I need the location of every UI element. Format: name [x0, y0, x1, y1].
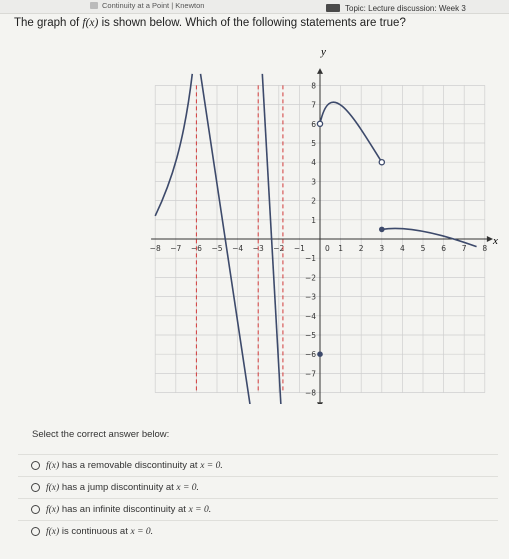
radio-button[interactable] — [31, 527, 40, 536]
y-tick-label: −6 — [304, 350, 316, 360]
radio-button[interactable] — [31, 461, 40, 470]
x-tick-label: 5 — [420, 244, 426, 253]
y-tick-label: 6 — [311, 119, 316, 129]
option-condition: x = 0. — [200, 461, 223, 471]
option-condition: x = 0. — [188, 505, 212, 515]
option-label — [46, 526, 153, 537]
option-condition: x = 0. — [130, 527, 153, 537]
y-tick-label: 8 — [311, 81, 316, 91]
option-text: has a removable discontinuity at — [59, 460, 201, 471]
x-tick-label: 7 — [461, 244, 467, 253]
option-condition: x = 0. — [176, 483, 199, 493]
x-tick-label: −4 — [232, 244, 244, 253]
browser-tab-bar — [0, 0, 509, 14]
closed-circle-point — [379, 227, 385, 233]
answer-option[interactable] — [18, 476, 498, 497]
y-tick-label: −3 — [304, 292, 316, 302]
option-function: f(x) — [46, 483, 60, 493]
option-text: is continuous at — [59, 526, 131, 537]
question-text: The graph of f(x) is shown below. Which of the following statements are true? — [14, 17, 406, 29]
x-tick-label: −8 — [150, 244, 161, 253]
curve-right-arc — [320, 102, 382, 162]
x-axis-label: x — [493, 235, 498, 247]
y-axis-label: y — [321, 46, 326, 58]
curve-far-left — [155, 74, 192, 216]
y-tick-label: −5 — [304, 331, 316, 340]
tab-right-title: Topic: Lecture discussion: Week 3 — [345, 4, 466, 13]
x-tick-label: −3 — [252, 244, 264, 253]
x-tick-label: 2 — [358, 244, 364, 253]
y-tick-label: −7 — [304, 369, 316, 379]
option-label — [46, 460, 223, 471]
option-label — [46, 504, 211, 515]
answer-prompt: Select the correct answer below: — [32, 429, 170, 440]
x-tick-label: 6 — [441, 244, 446, 253]
open-circle-point — [317, 121, 322, 126]
option-text: has a jump discontinuity at — [59, 482, 177, 493]
option-function: f(x) — [46, 461, 60, 471]
tab-lecture-discussion[interactable] — [326, 4, 466, 13]
radio-button[interactable] — [31, 505, 40, 514]
y-axis-arrow-up — [317, 68, 323, 74]
origin-label: 0 — [325, 244, 330, 253]
y-tick-label: −8 — [304, 388, 316, 398]
closed-circle-point — [317, 351, 323, 357]
y-tick-label: −4 — [304, 311, 316, 321]
page-icon — [90, 2, 98, 9]
x-tick-label: 3 — [379, 244, 385, 253]
y-tick-label: 4 — [311, 158, 316, 168]
answer-option[interactable] — [18, 520, 498, 541]
y-tick-label: 1 — [311, 215, 316, 225]
y-tick-label: 3 — [311, 177, 316, 187]
option-text: has an infinite discontinuity at — [59, 504, 189, 515]
x-tick-label: 4 — [400, 244, 405, 253]
y-tick-label: 7 — [311, 100, 316, 110]
tab-left-title: Continuity at a Point | Knewton — [102, 1, 205, 10]
y-tick-label: 5 — [311, 139, 316, 148]
option-function: f(x) — [46, 527, 60, 537]
x-tick-label: 8 — [482, 244, 488, 253]
function-graph — [150, 44, 500, 404]
x-tick-label: 1 — [338, 244, 343, 253]
y-tick-label: 2 — [311, 196, 316, 206]
tab-continuity[interactable] — [90, 1, 204, 10]
function-name: f(x) — [82, 17, 99, 29]
option-function: f(x) — [46, 505, 60, 515]
answer-option[interactable] — [18, 454, 498, 475]
course-icon — [326, 4, 340, 12]
x-tick-label: −5 — [211, 244, 223, 253]
y-axis-arrow-down — [317, 402, 323, 404]
x-tick-label: −2 — [273, 244, 285, 253]
x-tick-label: −1 — [293, 244, 305, 253]
x-tick-label: −6 — [190, 244, 202, 253]
x-tick-label: −7 — [170, 244, 182, 253]
y-tick-label: −2 — [304, 273, 316, 283]
answer-option[interactable] — [18, 498, 498, 519]
y-tick-label: −1 — [304, 254, 316, 264]
option-label — [46, 482, 199, 493]
radio-button[interactable] — [31, 483, 40, 492]
open-circle-point — [379, 160, 384, 165]
